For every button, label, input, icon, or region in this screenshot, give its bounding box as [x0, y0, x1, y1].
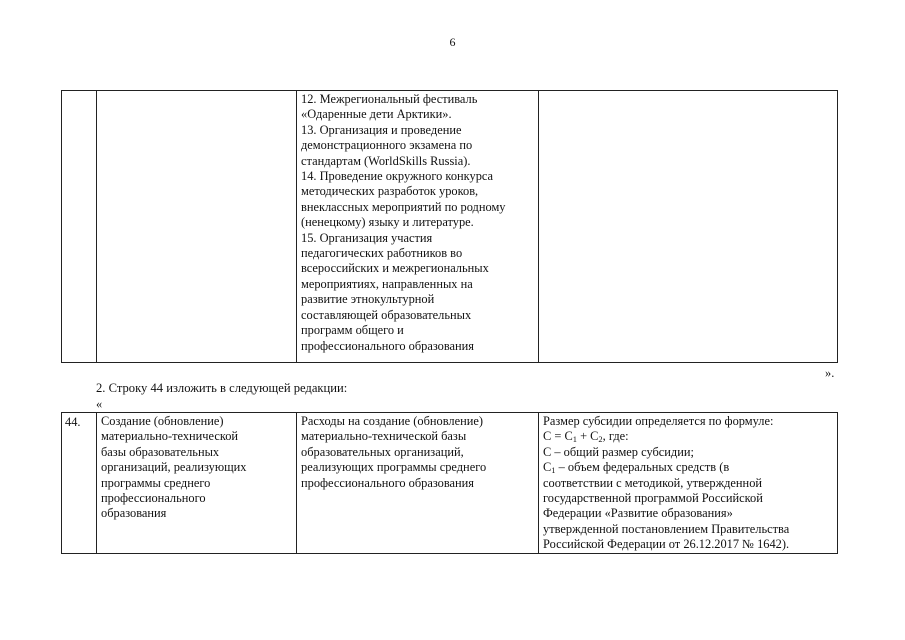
formula-definition: С – общий размер субсидии;: [543, 444, 694, 459]
formula-part: , где:: [602, 429, 629, 444]
list-item: профессионального образования: [301, 338, 475, 353]
list-item: 14. Проведение окружного конкурса: [301, 169, 494, 184]
list-item: «Одаренные дети Арктики».: [301, 107, 452, 122]
cell-name: [97, 413, 297, 554]
list-item: методических разработок уроков,: [301, 184, 479, 199]
opening-quote: «: [96, 397, 103, 411]
amendment-paragraph: 2. Строку 44 изложить в следующей редакции:: [96, 381, 348, 395]
cell-number: [62, 91, 97, 363]
cell-expenses: [297, 413, 539, 554]
list-item: Расходы на создание (обновление): [301, 414, 483, 428]
list-item: утвержденной постановлением Правительства: [543, 521, 790, 536]
list-item: соответствии с методикой, утвержденной: [543, 475, 763, 490]
formula-subscript: 1: [551, 465, 556, 476]
table-row: [62, 413, 838, 554]
table-row: [62, 91, 838, 363]
formula-part: С: [543, 460, 552, 475]
cell-number: 44.: [62, 413, 97, 554]
list-item: Российской Федерации от 26.12.2017 № 1642).: [543, 537, 790, 552]
list-item: Федерации «Развитие образования»: [543, 506, 733, 521]
list-item: программы среднего: [101, 475, 211, 490]
list-item: Создание (обновление): [101, 414, 224, 428]
formula-intro: Размер субсидии определяется по формуле:: [543, 414, 774, 428]
formula-part: С = С: [543, 429, 573, 444]
page-number: 6: [449, 35, 456, 49]
list-item: образовательных организаций,: [301, 444, 464, 459]
list-item: материально-технической базы: [301, 429, 467, 444]
closing-quote: ».: [825, 366, 835, 380]
list-item: профессионального: [101, 491, 206, 506]
list-item: развитие этнокультурной: [301, 292, 435, 307]
list-item: всероссийских и межрегиональных: [301, 261, 489, 276]
formula-subscript: 2: [598, 434, 603, 445]
list-item: внеклассных мероприятий по родному: [301, 199, 506, 214]
list-item: демонстрационного экзамена по: [301, 138, 473, 153]
list-item: составляющей образовательных: [301, 307, 472, 322]
formula: [543, 429, 833, 444]
table-previous-row: [61, 90, 838, 363]
list-item: мероприятиях, направленных на: [301, 276, 473, 291]
table-row-44: [61, 412, 838, 554]
list-item: образования: [101, 506, 167, 521]
formula-part: + С: [576, 429, 599, 444]
list-item: 12. Межрегиональный фестиваль: [301, 92, 478, 106]
list-item: 13. Организация и проведение: [301, 122, 462, 137]
cell-activities: [297, 91, 539, 363]
cell-subsidy-formula: [539, 413, 838, 554]
formula-subscript: 1: [572, 434, 577, 445]
list-item: государственной программой Российской: [543, 491, 763, 506]
list-item: реализующих программы среднего: [301, 460, 487, 475]
list-item: 15. Организация участия: [301, 230, 433, 245]
list-item: материально-технической: [101, 429, 239, 444]
list-item: стандартам (WorldSkills Russia).: [301, 153, 471, 168]
list-item: (ненецкому) языку и литературе.: [301, 215, 474, 230]
list-item: базы образовательных: [101, 444, 220, 459]
cell-name: [97, 91, 297, 363]
list-item: профессионального образования: [301, 475, 475, 490]
list-item: педагогических работников во: [301, 246, 463, 261]
list-item: организаций, реализующих: [101, 460, 247, 475]
formula-part: – объем федеральных средств (в: [555, 460, 730, 475]
list-item: программ общего и: [301, 323, 404, 338]
cell-conditions: [539, 91, 838, 363]
formula-definition: [543, 460, 833, 475]
